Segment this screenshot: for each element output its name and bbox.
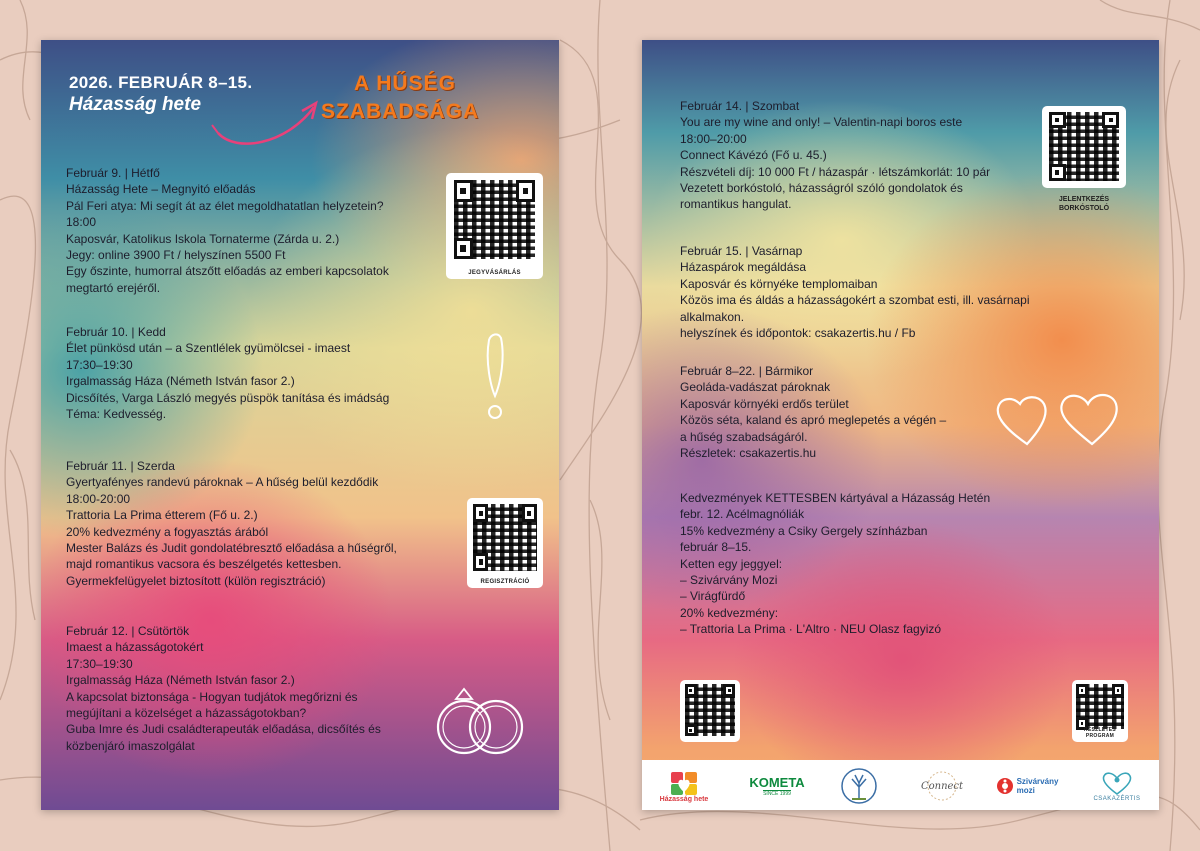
sponsor-logos-strip: [642, 760, 1159, 810]
wine-qr-code[interactable]: [1042, 106, 1126, 188]
event-monday: Február 9. | Hétfő Házasság Hete – Megnyitó előadás Pál Feri atya: Mi segít át az élet megoldhatatlan helyzetein? 18:00 Kaposvár, Katolikus Iskola Tornaterme (Zárda u. 2.) Jegy: online 3900 Ft / helyszínen 5500 Ft Egy őszinte, humorral átszőtt előadás az emberi kapcsolatok megtartó erejéről.: [66, 166, 389, 295]
exclamation-icon: [481, 332, 511, 427]
registration-qr-code[interactable]: [467, 498, 543, 588]
event-sunday: Február 15. | Vasárnap Házaspárok megáldása Kaposvár és környéke templomaiban Közös ima és áldás a házasságokért a szombat esti, ill. vasárnapi alkalmakon. helyszínek és időpontok: csakazertis.hu / Fb: [680, 244, 1030, 341]
facebook-qr-code[interactable]: [680, 680, 740, 742]
program-qr-label: RÉSZLETES PROGRAM: [1083, 727, 1117, 739]
hearts-icon: [992, 388, 1142, 450]
csakazertis-logo: CSAKAZÉRTIS: [1082, 766, 1152, 806]
event-tuesday: Február 10. | Kedd Élet pünkösd után – a Szentlélek gyümölcsei - imaest 17:30–19:30 Irgalmasság Háza (Németh István fasor 2.) Dicsőítés, Varga László megyés püspök tanítása és imádság Téma: Kedvesség.: [66, 325, 390, 422]
arrow-swoosh-icon: [206, 85, 321, 155]
ticket-qr-label: JEGYVÁSÁRLÁS: [468, 270, 521, 276]
motto-line-1: A HŰSÉG: [354, 72, 456, 95]
event-geocache: Február 8–22. | Bármikor Geoláda-vadászat pároknak Kaposvár környéki erdős terület Közös séta, kaland és apró meglepetés a végén – a hűség szabadságáról. Részletek: csakazertis.hu: [680, 364, 947, 461]
wedding-rings-icon: [426, 683, 536, 758]
event-saturday: Február 14. | Szombat You are my wine and only! – Valentin-napi boros este 18:00–20:00 Connect Kávézó (Fő u. 45.) Részvételi díj: 10 000 Ft / házaspár · létszámkorlát: 10 pár Vezetett borkóstoló, házasságról szóló gondolatok és romantikus hangulat.: [680, 99, 991, 212]
hazassag-hete-logo: Házasság hete: [648, 766, 720, 806]
connect-logo: Connect: [912, 766, 972, 806]
discounts: Kedvezmények KETTESBEN kártyával a Házasság Hetén febr. 12. Acélmagnóliák 15% kedvezmény a Csiky Gergely színházban február 8–15. Ketten egy jeggyel: – Szivárvány Mozi – Virágfürdő 20% kedvezmény: – Trattoria La Prima · L'Altro · NEU Olasz fagyizó: [680, 491, 991, 637]
left-flyer-page: [41, 40, 559, 810]
szivarvany-mozi-logo: Szivárvány mozi: [992, 766, 1062, 806]
csakazertis-heart-icon: [1100, 770, 1134, 796]
film-reel-icon: [996, 777, 1014, 795]
event-title: Házasság hete: [69, 94, 202, 115]
event-date-range: 2026. FEBRUÁR 8–15.: [69, 73, 253, 92]
event-thursday: Február 12. | Csütörtök Imaest a házasságotokért 17:30–19:30 Irgalmasság Háza (Németh István fasor 2.) A kapcsolat biztonsága - Hogyan tudjátok megőrizni és megújítani a közelséget a házasságotokban? Guba Imre és Judi családterapeuták előadása, dicsőítés és közbenjáró imaszolgálat: [66, 624, 381, 753]
program-qr-code[interactable]: [1072, 680, 1128, 742]
kometa-logo: KOMETA SINCE 1999: [749, 775, 805, 797]
tree-logo-icon: [837, 766, 881, 806]
registration-qr-label: REGISZTRÁCIÓ: [480, 579, 530, 585]
right-flyer-page: [642, 40, 1159, 810]
ticket-qr-code[interactable]: [446, 173, 543, 279]
event-wednesday: Február 11. | Szerda Gyertyafényes randevú pároknak – A hűség belül kezdődik 18:00-20:00 Trattoria La Prima étterem (Fő u. 2.) 20% kedvezmény a fogyasztás árából Mester Balázs és Judit gondolatébresztő előadása a hűségről, majd romantikus vacsora és beszélgetés kettesben. Gyermekfelügyelet biztosított (külön regisztráció): [66, 459, 397, 588]
hazassag-hete-logo-icon: [669, 770, 699, 796]
wine-qr-label: JELENTKEZÉS BORKÓSTOLÓ: [1058, 196, 1110, 212]
motto-line-2: SZABADSÁGA: [321, 100, 480, 123]
